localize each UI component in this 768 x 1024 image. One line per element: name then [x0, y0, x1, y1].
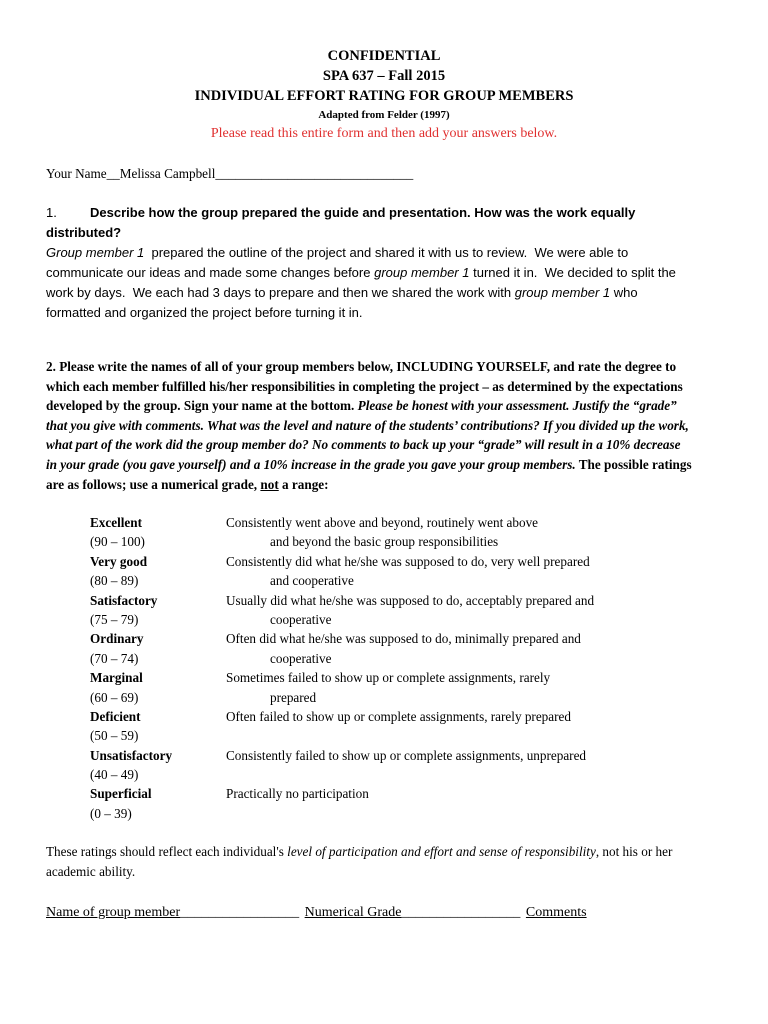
rating-description: Consistently failed to show up or complete assignments, unprepared — [226, 747, 587, 763]
q1-answer-text: who — [610, 285, 638, 300]
q2-text-bold: a range: — [278, 476, 329, 492]
rating-description: Often failed to show up or complete assignments, rarely prepared — [226, 708, 571, 724]
rating-description-continued: cooperative — [270, 611, 332, 627]
rating-description: Often did what he/she was supposed to do, minimally prepared and — [226, 631, 581, 647]
rating-range: (0 – 39) — [90, 805, 132, 821]
q1-number: 1. — [46, 205, 57, 220]
q2-line-3 — [46, 396, 746, 416]
q1-answer-text: work by days. We each had 3 days to prepare and then we shared the work with — [46, 285, 515, 300]
rating-row — [90, 532, 730, 551]
rating-row — [90, 726, 730, 745]
rating-name: Superficial — [90, 786, 152, 802]
reflection-emphasis: level of participation and effort and sense of responsibility — [287, 844, 596, 859]
rating-description: Sometimes failed to show up or complete assignments, rarely — [226, 670, 551, 686]
q2-text-italic: Please be honest with your assessment. Justify the “grade” — [357, 398, 677, 414]
q1-answer-line-3 — [46, 283, 726, 303]
q1-answer-text: prepared the outline of the project and shared it with us to review. We were able to — [144, 245, 629, 260]
q2-line-2: which each member fulfilled his/her responsibilities in completing the project – as determined by the expectations — [46, 378, 683, 394]
rating-range: (70 – 74) — [90, 650, 139, 666]
your-name-value[interactable]: Melissa Campbell — [119, 166, 216, 181]
rating-row — [90, 784, 730, 803]
rating-range: (90 – 100) — [90, 534, 145, 550]
rating-description: Consistently did what he/she was supposed to do, very well prepared — [226, 553, 590, 569]
reflection-text-line-2: academic ability. — [46, 863, 136, 879]
q1-answer-ref: group member 1 — [514, 285, 611, 300]
rating-description-continued: cooperative — [270, 650, 332, 666]
column-name-blank: _________________ — [180, 905, 300, 920]
course-heading: SPA 637 – Fall 2015 — [322, 68, 446, 84]
rating-description-continued: and cooperative — [270, 573, 354, 589]
rating-range: (75 – 79) — [90, 611, 139, 627]
rating-row — [90, 552, 730, 571]
rating-range: (80 – 89) — [90, 573, 139, 589]
rating-row — [90, 513, 730, 532]
question-1 — [46, 203, 726, 323]
q1-answer-line-2 — [46, 263, 726, 283]
q2-line-4: that you give with comments. What was the level and nature of the students’ contributions? If you divided up the work, — [46, 417, 689, 433]
reflection-text: These ratings should reflect each individual's — [46, 844, 288, 859]
your-name-label: Your Name__ — [46, 166, 120, 181]
your-name-line — [46, 164, 413, 184]
rating-range: (50 – 59) — [90, 728, 139, 744]
rating-range: (40 – 49) — [90, 767, 139, 783]
instructions-notice: Please read this entire form and then add your answers below. — [210, 126, 558, 141]
q2-line-1: 2. Please write the names of all of your group members below, INCLUDING YOURSELF, and rate the degree to — [46, 359, 677, 374]
rating-name: Excellent — [90, 515, 143, 530]
rating-row — [90, 649, 730, 668]
rating-row — [90, 591, 730, 610]
q1-answer-line-4: formatted and organized the project before turning it in. — [46, 305, 363, 320]
q2-line-6 — [46, 455, 746, 475]
reflection-note — [46, 842, 746, 881]
rating-description: Consistently went above and beyond, routinely went above — [226, 515, 539, 530]
column-grade-blank: _________________ — [401, 905, 521, 920]
q2-text-bold: The possible ratings — [575, 456, 692, 472]
rating-row — [90, 688, 730, 707]
rating-row — [90, 668, 730, 687]
q1-answer-ref: Group member 1 — [46, 245, 145, 260]
group-member-columns — [46, 903, 587, 923]
rating-row — [90, 707, 730, 726]
column-name-of-group-member: Name of group member — [46, 905, 181, 920]
rating-row — [90, 629, 730, 648]
q1-answer-ref: group member 1 — [374, 265, 470, 280]
rating-name: Very good — [90, 553, 148, 569]
rating-name: Deficient — [90, 708, 141, 724]
form-title: INDIVIDUAL EFFORT RATING FOR GROUP MEMBERS — [194, 88, 574, 104]
q2-text-bold: are as follows; use a numerical grade, — [46, 476, 261, 492]
q2-text-italic: in your grade (you gave yourself) and a 10% increase in the grade you gave your group members. — [46, 456, 576, 472]
rating-name: Unsatisfactory — [90, 747, 173, 763]
rating-row — [90, 765, 730, 784]
rating-description-continued: prepared — [270, 689, 317, 705]
reflection-text: , not his or her — [595, 844, 673, 859]
confidential-heading: CONFIDENTIAL — [327, 48, 441, 64]
q2-text-bold: developed by the group. Sign your name at the bottom. — [46, 398, 358, 414]
q1-answer-line-1 — [46, 243, 726, 263]
rating-range: (60 – 69) — [90, 689, 139, 705]
column-comments: Comments — [525, 905, 587, 920]
q2-line-7 — [46, 475, 746, 495]
question-2 — [46, 357, 746, 494]
adapted-note: Adapted from Felder (1997) — [318, 109, 450, 121]
q1-answer-text: turned it in. We decided to split the — [469, 265, 676, 280]
your-name-blank: ______________________________ — [215, 166, 414, 181]
q1-answer-text: communicate our ideas and made some changes before — [46, 265, 375, 280]
rating-description: Usually did what he/she was supposed to do, acceptably prepared and — [226, 592, 595, 608]
rating-description-continued: and beyond the basic group responsibilities — [270, 534, 499, 550]
rating-row — [90, 804, 730, 823]
ratings-table — [90, 513, 730, 823]
q1-question-line-1: Describe how the group prepared the guide and presentation. How was the work equally — [90, 205, 636, 220]
rating-name: Satisfactory — [90, 592, 158, 608]
q2-line-5: what part of the work did the group member do? No comments to back up your “grade” will result in a 10% decrease — [46, 437, 681, 453]
rating-name: Ordinary — [90, 631, 144, 647]
rating-description: Practically no participation — [226, 786, 369, 802]
rating-name: Marginal — [90, 670, 143, 686]
column-numerical-grade: Numerical Grade — [304, 905, 402, 920]
rating-row — [90, 746, 730, 765]
q2-text-underlined: not — [260, 476, 279, 492]
rating-row — [90, 610, 730, 629]
rating-row — [90, 571, 730, 590]
q1-question-line-2: distributed? — [46, 225, 122, 240]
